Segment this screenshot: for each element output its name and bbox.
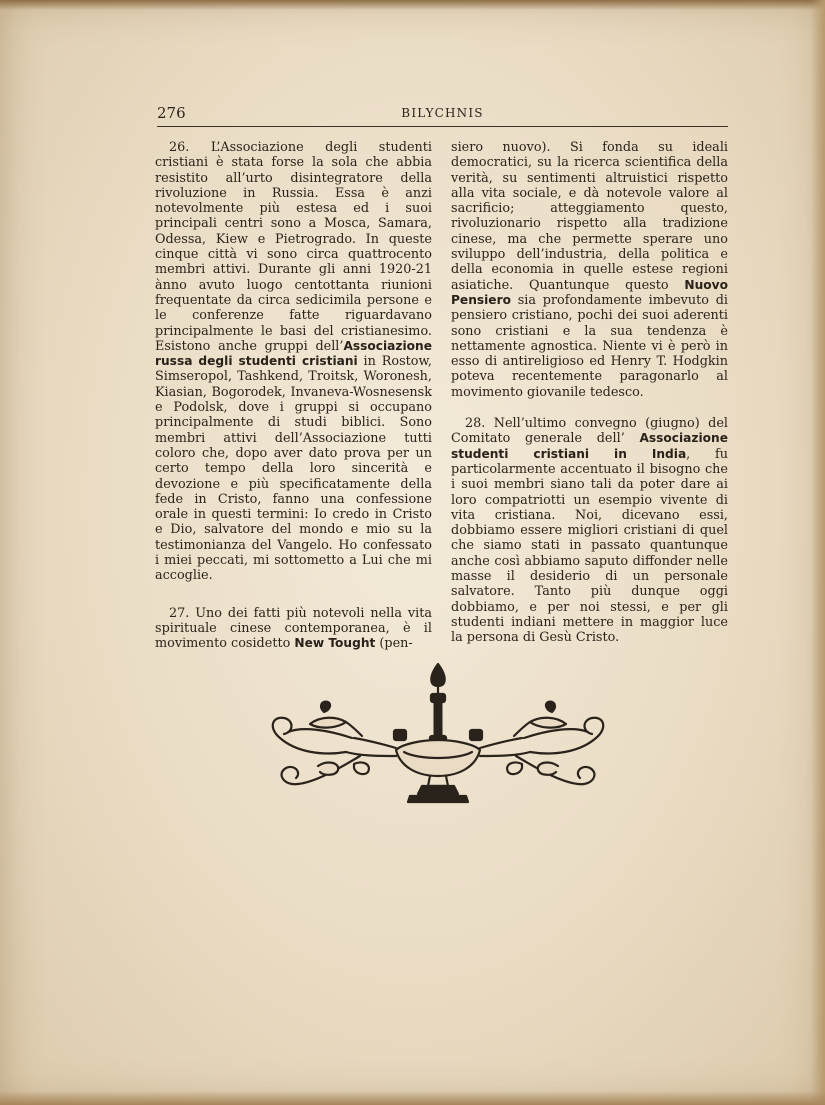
- paragraph-26-text-1: 26. L’Associazione degli studenti cristiani è stata forse la sola che abbia resistito all’urto disintegratore della rivoluzione in Russia. Essa è anzi notevolmente più estesa ed i suoi principali centri sono a Mosca, Samara, Odessa, Kiew e Pietrogrado. In queste cinque città vi sono circa quattrocento membri attivi. Durante gli anni 1920-21 ànno avuto luogo centottanta riunioni frequentate da circa sedicimila persone e le conferenze fatte riguardavano principalmente le basi del cristianesimo. Esistono anche gruppi dell’: [155, 140, 432, 354]
- paragraph-27-bold: New Tought: [294, 636, 376, 651]
- paragraph-28-text-2: , fu particolarmente accentuato il bisogno che i suoi membri siano tali da poter dare ai loro compatriotti un esempio vivente di vita cristiana. Noi, dicevano essi, dobbiamo essere migliori cristiani di quel che siamo stati in passato quantunque anche così abbiamo saputo diffonder nelle masse il desiderio di un personale salvatore. Tanto più dunque oggi dobbiamo, e per noi stessi, e per gli studenti indiani mettere in maggior luce la persona di Gesù Cristo.: [451, 446, 728, 646]
- page-header: [157, 104, 728, 126]
- paragraph-28: [451, 416, 728, 645]
- paragraph-27: [155, 606, 432, 652]
- paragraph-26: [155, 140, 432, 584]
- paragraph-27-cont-text-1: siero nuovo). Si fonda su ideali democratici, su la ricerca scientifica della verità, su sentimenti altruistici rispetto alla vita sociale, e dà notevole valore al sacrificio; atteggiamento questo, rivoluzionario rispetto alla tradizione cinese, ma che permette sperare uno sviluppo dell’industria, della politica e della economia in quelle estese regioni asiatiche. Quantunque questo: [451, 140, 728, 293]
- page-edge-bottom: [0, 1091, 825, 1105]
- paragraph-gap: [155, 584, 432, 606]
- paragraph-27-cont-bold: Nuovo Pensiero: [451, 277, 728, 307]
- header-rule: [157, 126, 728, 127]
- page-number: 276: [157, 104, 186, 122]
- paragraph-28-text-1: 28. Nell’ultimo convegno (giugno) del Comitato generale dell’: [451, 416, 728, 447]
- paragraph-26-bold: Associazione russa degli studenti cristiani: [155, 338, 432, 369]
- paragraph-27-text-2: (pen-: [375, 636, 413, 652]
- paragraph-gap: [451, 400, 728, 416]
- page-edge-top: [0, 0, 825, 10]
- running-title: BILYCHNIS: [401, 106, 484, 120]
- paragraph-27-continued: [451, 140, 728, 400]
- right-column: [451, 140, 728, 646]
- paragraph-28-bold: Associazione studenti cristiani in India: [451, 431, 728, 461]
- page-edge-right: [811, 0, 825, 1105]
- oil-lamp-ornament-icon: [262, 660, 618, 808]
- paragraph-27-cont-text-2: sia profondamente imbevuto di pensiero cristiano, pochi dei suoi aderenti sono cristiani e la sua tendenza è nettamente agnostica. Niente vi è però in esso di antireligioso ed Henry T. Hodgkin poteva recentemente paragonarlo al movimento giovanile tedesco.: [451, 292, 728, 400]
- left-column: [155, 140, 432, 652]
- paragraph-26-text-2: in Rostow, Simseropol, Tashkend, Troitsk, Woronesh, Kiasian, Bogorodek, Invaneva-Wosnesensk e Podolsk, dove i gruppi si occupano principalmente di studi biblici. Sono membri attivi dell’Associazione tutti coloro che, dopo aver dato prova per un certo tempo della loro sincerità e devozione e più specificatamente della fede in Cristo, fanno una confessione orale in questi termini: Io credo in Cristo e Dio, salvatore del mondo e mio su la testimonianza del Vangelo. Ho confessato i miei peccati, mi sottometto a Lui che mi accoglie.: [155, 354, 432, 584]
- paragraph-27-text-1: 27. Uno dei fatti più notevoli nella vita spirituale cinese contemporanea, è il movimento cosidetto: [155, 605, 432, 652]
